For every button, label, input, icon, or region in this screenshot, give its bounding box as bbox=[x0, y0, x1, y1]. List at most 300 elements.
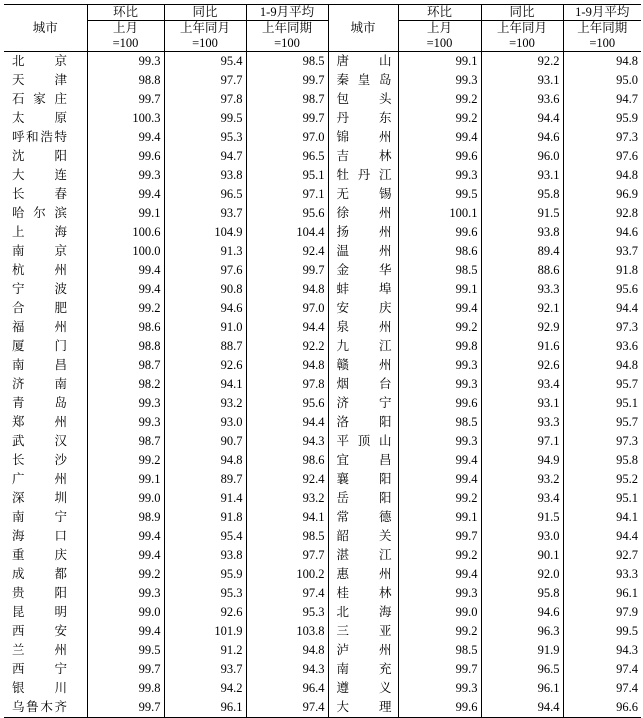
avg-value-left: 92.4 bbox=[246, 470, 328, 489]
city-name: 乌鲁木齐 bbox=[12, 700, 67, 714]
mom-value-right: 99.3 bbox=[398, 166, 481, 185]
yoy-value-left: 94.7 bbox=[164, 147, 246, 166]
city-cell-right bbox=[328, 52, 398, 72]
avg-value-right: 95.6 bbox=[563, 280, 641, 299]
yoy-value-right: 93.2 bbox=[481, 470, 563, 489]
avg-value-right: 94.8 bbox=[563, 166, 641, 185]
yoy-value-left: 93.7 bbox=[164, 204, 246, 223]
table-row bbox=[4, 584, 641, 603]
mom-value-right: 99.6 bbox=[398, 698, 481, 718]
table-row bbox=[4, 299, 641, 318]
avg-value-right: 95.8 bbox=[563, 451, 641, 470]
avg-value-right: 95.9 bbox=[563, 109, 641, 128]
yoy-value-right: 97.1 bbox=[481, 432, 563, 451]
city-cell-right bbox=[328, 147, 398, 166]
city-cell-right bbox=[328, 261, 398, 280]
table-row bbox=[4, 470, 641, 489]
table-row bbox=[4, 147, 641, 166]
yoy-value-right: 92.6 bbox=[481, 356, 563, 375]
yoy-value-left: 96.1 bbox=[164, 698, 246, 718]
city-cell-left bbox=[4, 375, 87, 394]
city-cell-right bbox=[328, 204, 398, 223]
avg-value-right: 93.3 bbox=[563, 565, 641, 584]
city-cell-right bbox=[328, 242, 398, 261]
yoy-value-right: 93.3 bbox=[481, 280, 563, 299]
city-name: 长沙 bbox=[12, 453, 67, 467]
mom-value-right: 99.2 bbox=[398, 109, 481, 128]
mom-value-left: 99.2 bbox=[87, 565, 164, 584]
city-cell-left bbox=[4, 128, 87, 147]
mom-value-right: 99.3 bbox=[398, 679, 481, 698]
mom-value-left: 99.6 bbox=[87, 147, 164, 166]
mom-value-right: 99.2 bbox=[398, 318, 481, 337]
base-value-mom-left: =100 bbox=[87, 36, 164, 52]
avg-value-left: 97.8 bbox=[246, 375, 328, 394]
city-cell-left bbox=[4, 185, 87, 204]
yoy-value-left: 93.8 bbox=[164, 166, 246, 185]
mom-value-left: 99.3 bbox=[87, 166, 164, 185]
avg-value-right: 94.8 bbox=[563, 52, 641, 72]
city-name: 锦州 bbox=[336, 130, 392, 144]
city-name: 昆明 bbox=[12, 605, 67, 619]
mom-value-right: 99.5 bbox=[398, 185, 481, 204]
mom-value-right: 99.3 bbox=[398, 71, 481, 90]
city-name: 赣州 bbox=[336, 358, 392, 372]
avg-value-right: 93.7 bbox=[563, 242, 641, 261]
yoy-value-left: 93.7 bbox=[164, 660, 246, 679]
avg-value-left: 97.4 bbox=[246, 584, 328, 603]
mom-value-left: 99.4 bbox=[87, 280, 164, 299]
city-name: 温州 bbox=[336, 244, 392, 258]
avg-value-right: 96.9 bbox=[563, 185, 641, 204]
city-cell-right bbox=[328, 280, 398, 299]
mom-value-right: 99.7 bbox=[398, 660, 481, 679]
avg-value-left: 98.5 bbox=[246, 527, 328, 546]
mom-value-left: 99.1 bbox=[87, 204, 164, 223]
price-index-table-container bbox=[4, 4, 641, 718]
avg-value-right: 92.7 bbox=[563, 546, 641, 565]
yoy-value-right: 93.3 bbox=[481, 413, 563, 432]
yoy-value-right: 92.2 bbox=[481, 52, 563, 72]
city-name: 北海 bbox=[336, 605, 392, 619]
city-cell-left bbox=[4, 660, 87, 679]
table-row bbox=[4, 356, 641, 375]
city-cell-left bbox=[4, 204, 87, 223]
city-cell-left bbox=[4, 679, 87, 698]
yoy-value-right: 93.4 bbox=[481, 375, 563, 394]
mom-value-right: 99.1 bbox=[398, 52, 481, 72]
city-cell-right bbox=[328, 508, 398, 527]
city-name: 岳阳 bbox=[336, 491, 392, 505]
city-name: 北京 bbox=[12, 54, 67, 68]
city-name: 成都 bbox=[12, 567, 67, 581]
city-cell-left bbox=[4, 299, 87, 318]
city-cell-right bbox=[328, 299, 398, 318]
avg-value-right: 96.1 bbox=[563, 584, 641, 603]
avg-value-right: 95.1 bbox=[563, 489, 641, 508]
city-name: 徐州 bbox=[336, 206, 392, 220]
yoy-value-right: 92.1 bbox=[481, 299, 563, 318]
yoy-base-right: 上年同月 bbox=[481, 21, 563, 37]
avg-value-left: 99.7 bbox=[246, 261, 328, 280]
mom-value-left: 99.2 bbox=[87, 299, 164, 318]
city-name: 蚌埠 bbox=[336, 282, 392, 296]
yoy-value-right: 88.6 bbox=[481, 261, 563, 280]
table-row bbox=[4, 318, 641, 337]
yoy-value-right: 90.1 bbox=[481, 546, 563, 565]
city-name: 宜昌 bbox=[336, 453, 392, 467]
yoy-value-left: 91.8 bbox=[164, 508, 246, 527]
city-name: 大连 bbox=[12, 168, 67, 182]
city-name: 西安 bbox=[12, 624, 67, 638]
mom-value-right: 99.3 bbox=[398, 584, 481, 603]
city-cell-left bbox=[4, 280, 87, 299]
mom-value-left: 99.0 bbox=[87, 489, 164, 508]
yoy-value-left: 91.0 bbox=[164, 318, 246, 337]
mom-value-right: 99.4 bbox=[398, 128, 481, 147]
avg-value-right: 97.9 bbox=[563, 603, 641, 622]
yoy-value-left: 91.3 bbox=[164, 242, 246, 261]
city-name: 扬州 bbox=[336, 225, 392, 239]
base-value-avg-left: =100 bbox=[246, 36, 328, 52]
city-name: 南昌 bbox=[12, 358, 67, 372]
city-name: 济南 bbox=[12, 377, 67, 391]
city-name: 青岛 bbox=[12, 396, 67, 410]
mom-value-right: 98.5 bbox=[398, 413, 481, 432]
mom-value-left: 99.2 bbox=[87, 451, 164, 470]
yoy-value-right: 92.9 bbox=[481, 318, 563, 337]
avg-value-right: 97.3 bbox=[563, 318, 641, 337]
city-name: 襄阳 bbox=[336, 472, 392, 486]
city-name: 秦皇岛 bbox=[336, 73, 392, 87]
city-name: 遵义 bbox=[336, 681, 392, 695]
table-row bbox=[4, 109, 641, 128]
table-row bbox=[4, 489, 641, 508]
city-name: 惠州 bbox=[336, 567, 392, 581]
yoy-value-left: 104.9 bbox=[164, 223, 246, 242]
table-row bbox=[4, 679, 641, 698]
city-name: 贵阳 bbox=[12, 586, 67, 600]
avg-value-left: 94.8 bbox=[246, 280, 328, 299]
mom-value-right: 98.5 bbox=[398, 261, 481, 280]
city-cell-left bbox=[4, 432, 87, 451]
mom-value-left: 100.6 bbox=[87, 223, 164, 242]
city-name: 大理 bbox=[336, 700, 392, 714]
city-name: 牡丹江 bbox=[336, 168, 392, 182]
city-cell-left bbox=[4, 52, 87, 72]
table-row bbox=[4, 261, 641, 280]
city-cell-left bbox=[4, 109, 87, 128]
city-cell-right bbox=[328, 546, 398, 565]
avg-value-right: 97.4 bbox=[563, 679, 641, 698]
table-row bbox=[4, 52, 641, 72]
avg-value-left: 93.2 bbox=[246, 489, 328, 508]
mom-value-right: 99.1 bbox=[398, 508, 481, 527]
table-row bbox=[4, 508, 641, 527]
yoy-value-right: 91.6 bbox=[481, 337, 563, 356]
yoy-value-left: 95.4 bbox=[164, 527, 246, 546]
mom-value-left: 99.3 bbox=[87, 584, 164, 603]
city-name: 九江 bbox=[336, 339, 392, 353]
city-name: 韶关 bbox=[336, 529, 392, 543]
yoy-value-left: 95.9 bbox=[164, 565, 246, 584]
city-cell-left bbox=[4, 527, 87, 546]
table-row bbox=[4, 413, 641, 432]
city-name: 包头 bbox=[336, 92, 392, 106]
city-name: 上海 bbox=[12, 225, 67, 239]
yoy-value-right: 91.5 bbox=[481, 508, 563, 527]
mom-value-left: 99.3 bbox=[87, 52, 164, 72]
yoy-value-right: 96.0 bbox=[481, 147, 563, 166]
price-index-table bbox=[4, 4, 641, 718]
city-cell-right bbox=[328, 337, 398, 356]
city-cell-left bbox=[4, 565, 87, 584]
table-row bbox=[4, 166, 641, 185]
city-cell-right bbox=[328, 584, 398, 603]
avg-header-right: 1-9月平均 bbox=[563, 5, 641, 21]
city-cell-right bbox=[328, 470, 398, 489]
avg-value-left: 92.4 bbox=[246, 242, 328, 261]
city-name: 海口 bbox=[12, 529, 67, 543]
yoy-value-right: 91.9 bbox=[481, 641, 563, 660]
city-cell-left bbox=[4, 166, 87, 185]
yoy-value-right: 94.6 bbox=[481, 603, 563, 622]
city-cell-left bbox=[4, 337, 87, 356]
avg-value-left: 94.8 bbox=[246, 641, 328, 660]
yoy-value-right: 94.4 bbox=[481, 109, 563, 128]
avg-value-left: 99.7 bbox=[246, 71, 328, 90]
mom-base-right: 上月 bbox=[398, 21, 481, 37]
city-name: 济宁 bbox=[336, 396, 392, 410]
city-cell-right bbox=[328, 489, 398, 508]
avg-value-right: 94.4 bbox=[563, 527, 641, 546]
mom-value-left: 100.3 bbox=[87, 109, 164, 128]
avg-value-left: 97.4 bbox=[246, 698, 328, 718]
city-name: 烟台 bbox=[336, 377, 392, 391]
yoy-value-right: 94.6 bbox=[481, 128, 563, 147]
city-name: 厦门 bbox=[12, 339, 67, 353]
yoy-value-left: 95.4 bbox=[164, 52, 246, 72]
avg-value-left: 94.1 bbox=[246, 508, 328, 527]
city-cell-left bbox=[4, 546, 87, 565]
avg-value-left: 94.3 bbox=[246, 660, 328, 679]
mom-value-right: 99.4 bbox=[398, 451, 481, 470]
table-row bbox=[4, 204, 641, 223]
mom-value-right: 99.2 bbox=[398, 90, 481, 109]
city-name: 金华 bbox=[336, 263, 392, 277]
avg-value-left: 98.7 bbox=[246, 90, 328, 109]
table-row bbox=[4, 565, 641, 584]
city-name: 丹东 bbox=[336, 111, 392, 125]
city-name: 南宁 bbox=[12, 510, 67, 524]
yoy-value-left: 95.3 bbox=[164, 584, 246, 603]
yoy-value-left: 93.0 bbox=[164, 413, 246, 432]
yoy-value-left: 95.3 bbox=[164, 128, 246, 147]
city-name: 武汉 bbox=[12, 434, 67, 448]
yoy-value-left: 97.6 bbox=[164, 261, 246, 280]
city-cell-right bbox=[328, 679, 398, 698]
table-row bbox=[4, 337, 641, 356]
city-name: 重庆 bbox=[12, 548, 67, 562]
city-cell-left bbox=[4, 71, 87, 90]
city-cell-right bbox=[328, 641, 398, 660]
yoy-base-left: 上年同月 bbox=[164, 21, 246, 37]
city-name: 呼和浩特 bbox=[12, 130, 67, 144]
avg-value-left: 100.2 bbox=[246, 565, 328, 584]
city-cell-left bbox=[4, 622, 87, 641]
city-name: 平顶山 bbox=[336, 434, 392, 448]
mom-value-left: 98.6 bbox=[87, 318, 164, 337]
yoy-value-right: 96.3 bbox=[481, 622, 563, 641]
yoy-value-left: 89.7 bbox=[164, 470, 246, 489]
yoy-value-left: 94.8 bbox=[164, 451, 246, 470]
yoy-value-right: 94.4 bbox=[481, 698, 563, 718]
yoy-value-left: 94.1 bbox=[164, 375, 246, 394]
yoy-value-left: 92.6 bbox=[164, 356, 246, 375]
mom-value-right: 99.4 bbox=[398, 299, 481, 318]
avg-value-right: 94.1 bbox=[563, 508, 641, 527]
avg-value-left: 95.6 bbox=[246, 394, 328, 413]
avg-value-left: 99.7 bbox=[246, 109, 328, 128]
yoy-header-left: 同比 bbox=[164, 5, 246, 21]
avg-value-right: 92.8 bbox=[563, 204, 641, 223]
yoy-value-right: 93.6 bbox=[481, 90, 563, 109]
avg-value-left: 94.3 bbox=[246, 432, 328, 451]
city-name: 桂林 bbox=[336, 586, 392, 600]
avg-value-left: 97.7 bbox=[246, 546, 328, 565]
city-name: 唐山 bbox=[336, 54, 392, 68]
yoy-value-right: 93.1 bbox=[481, 71, 563, 90]
city-cell-right bbox=[328, 413, 398, 432]
mom-value-right: 99.3 bbox=[398, 356, 481, 375]
avg-value-left: 97.0 bbox=[246, 128, 328, 147]
city-name: 天津 bbox=[12, 73, 67, 87]
mom-value-right: 99.6 bbox=[398, 394, 481, 413]
city-cell-right bbox=[328, 356, 398, 375]
city-name: 银川 bbox=[12, 681, 67, 695]
mom-value-right: 99.8 bbox=[398, 337, 481, 356]
avg-value-left: 96.5 bbox=[246, 147, 328, 166]
table-row bbox=[4, 603, 641, 622]
avg-value-right: 99.5 bbox=[563, 622, 641, 641]
city-name: 泉州 bbox=[336, 320, 392, 334]
city-cell-left bbox=[4, 90, 87, 109]
avg-value-right: 94.3 bbox=[563, 641, 641, 660]
mom-value-right: 100.1 bbox=[398, 204, 481, 223]
mom-value-left: 99.1 bbox=[87, 470, 164, 489]
mom-value-left: 98.8 bbox=[87, 337, 164, 356]
city-name: 哈尔滨 bbox=[12, 206, 67, 220]
yoy-value-right: 93.0 bbox=[481, 527, 563, 546]
yoy-value-right: 93.4 bbox=[481, 489, 563, 508]
mom-value-right: 99.3 bbox=[398, 375, 481, 394]
avg-value-right: 91.8 bbox=[563, 261, 641, 280]
mom-value-right: 99.2 bbox=[398, 622, 481, 641]
avg-value-right: 94.8 bbox=[563, 356, 641, 375]
city-cell-left bbox=[4, 242, 87, 261]
avg-value-right: 95.0 bbox=[563, 71, 641, 90]
mom-value-left: 99.3 bbox=[87, 394, 164, 413]
city-name: 洛阳 bbox=[336, 415, 392, 429]
city-name: 三亚 bbox=[336, 624, 392, 638]
city-cell-left bbox=[4, 489, 87, 508]
mom-value-left: 99.4 bbox=[87, 546, 164, 565]
mom-value-left: 99.4 bbox=[87, 527, 164, 546]
mom-value-left: 98.7 bbox=[87, 432, 164, 451]
base-value-yoy-right: =100 bbox=[481, 36, 563, 52]
city-name: 南京 bbox=[12, 244, 67, 258]
avg-value-right: 94.4 bbox=[563, 299, 641, 318]
city-cell-left bbox=[4, 394, 87, 413]
mom-header-left: 环比 bbox=[87, 5, 164, 21]
table-row bbox=[4, 546, 641, 565]
table-row bbox=[4, 375, 641, 394]
mom-value-left: 99.4 bbox=[87, 261, 164, 280]
avg-value-left: 97.0 bbox=[246, 299, 328, 318]
avg-value-left: 94.4 bbox=[246, 318, 328, 337]
city-cell-right bbox=[328, 375, 398, 394]
city-cell-right bbox=[328, 166, 398, 185]
mom-value-left: 99.7 bbox=[87, 660, 164, 679]
yoy-value-left: 97.7 bbox=[164, 71, 246, 90]
avg-value-left: 103.8 bbox=[246, 622, 328, 641]
city-name: 无锡 bbox=[336, 187, 392, 201]
city-cell-right bbox=[328, 451, 398, 470]
mom-value-right: 99.6 bbox=[398, 223, 481, 242]
table-row bbox=[4, 242, 641, 261]
avg-value-left: 95.1 bbox=[246, 166, 328, 185]
avg-value-right: 95.7 bbox=[563, 375, 641, 394]
city-cell-right bbox=[328, 318, 398, 337]
city-name: 湛江 bbox=[336, 548, 392, 562]
avg-value-left: 94.8 bbox=[246, 356, 328, 375]
table-row bbox=[4, 451, 641, 470]
avg-value-right: 94.6 bbox=[563, 223, 641, 242]
yoy-value-right: 91.5 bbox=[481, 204, 563, 223]
avg-value-right: 96.6 bbox=[563, 698, 641, 718]
city-name: 石家庄 bbox=[12, 92, 67, 106]
city-cell-right bbox=[328, 185, 398, 204]
yoy-value-left: 94.2 bbox=[164, 679, 246, 698]
mom-value-left: 99.4 bbox=[87, 185, 164, 204]
city-cell-left bbox=[4, 451, 87, 470]
yoy-value-left: 93.2 bbox=[164, 394, 246, 413]
yoy-value-left: 91.2 bbox=[164, 641, 246, 660]
yoy-value-right: 93.1 bbox=[481, 394, 563, 413]
city-name: 福州 bbox=[12, 320, 67, 334]
city-cell-right bbox=[328, 223, 398, 242]
city-cell-left bbox=[4, 147, 87, 166]
base-value-mom-right: =100 bbox=[398, 36, 481, 52]
mom-value-left: 98.2 bbox=[87, 375, 164, 394]
avg-value-right: 95.2 bbox=[563, 470, 641, 489]
city-cell-left bbox=[4, 470, 87, 489]
mom-value-right: 99.6 bbox=[398, 147, 481, 166]
city-cell-right bbox=[328, 109, 398, 128]
yoy-value-right: 96.5 bbox=[481, 660, 563, 679]
mom-value-right: 99.2 bbox=[398, 546, 481, 565]
avg-value-left: 98.5 bbox=[246, 52, 328, 72]
table-row bbox=[4, 641, 641, 660]
city-cell-left bbox=[4, 318, 87, 337]
avg-value-left: 98.6 bbox=[246, 451, 328, 470]
mom-value-left: 99.7 bbox=[87, 698, 164, 718]
city-cell-left bbox=[4, 641, 87, 660]
avg-value-right: 97.3 bbox=[563, 128, 641, 147]
city-cell-left bbox=[4, 603, 87, 622]
city-cell-right bbox=[328, 128, 398, 147]
city-name: 安庆 bbox=[336, 301, 392, 315]
